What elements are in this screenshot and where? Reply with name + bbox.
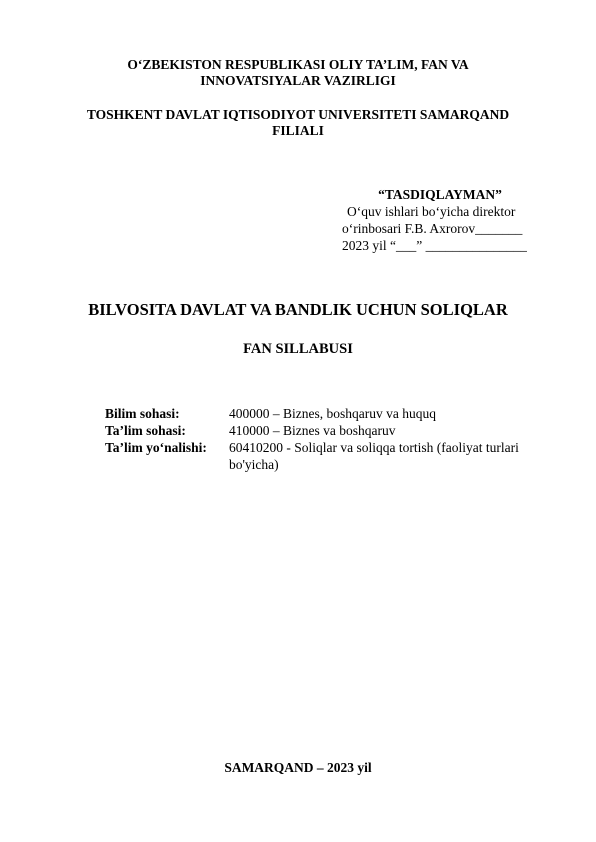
info-label: Ta’lim yo‘nalishi: bbox=[105, 440, 207, 455]
info-row-area bbox=[105, 422, 545, 439]
info-row-field bbox=[105, 405, 545, 422]
document-title: BILVOSITA DAVLAT VA BANDLIK UCHUN SOLIQLAR bbox=[88, 300, 508, 319]
document-subtitle: FAN SILLABUSI bbox=[243, 341, 353, 357]
university-line-2: FILIALI bbox=[272, 123, 324, 138]
info-label: Bilim sohasi: bbox=[105, 406, 180, 421]
university-heading bbox=[0, 107, 596, 139]
info-table bbox=[105, 405, 545, 473]
ministry-line-2: INNOVATSIYALAR VAZIRLIGI bbox=[200, 73, 396, 88]
info-row-direction bbox=[105, 439, 545, 473]
approval-title: “TASDIQLAYMAN” bbox=[378, 187, 502, 202]
approval-position: O‘quv ishlari bo‘yicha direktor bbox=[347, 204, 516, 219]
ministry-line-1: O‘ZBEKISTON RESPUBLIKASI OLIY TA’LIM, FAN VA bbox=[127, 57, 469, 72]
approval-signatory: o‘rinbosari F.B. Axrorov_______ bbox=[342, 221, 523, 236]
university-line-1: TOSHKENT DAVLAT IQTISODIYOT UNIVERSITETI SAMARQAND bbox=[86, 107, 510, 122]
info-label: Ta’lim sohasi: bbox=[105, 423, 186, 438]
info-value: 60410200 - Soliqlar va soliqqa tortish (faoliyat turlari bo'yicha) bbox=[229, 440, 519, 472]
approval-block bbox=[330, 186, 550, 254]
footer-place-year: SAMARQAND – 2023 yil bbox=[224, 760, 372, 775]
approval-date: 2023 yil “___” _______________ bbox=[342, 238, 527, 253]
ministry-heading bbox=[0, 57, 596, 89]
info-value: 410000 – Biznes va boshqaruv bbox=[229, 423, 396, 438]
info-value: 400000 – Biznes, boshqaruv va huquq bbox=[229, 406, 436, 421]
